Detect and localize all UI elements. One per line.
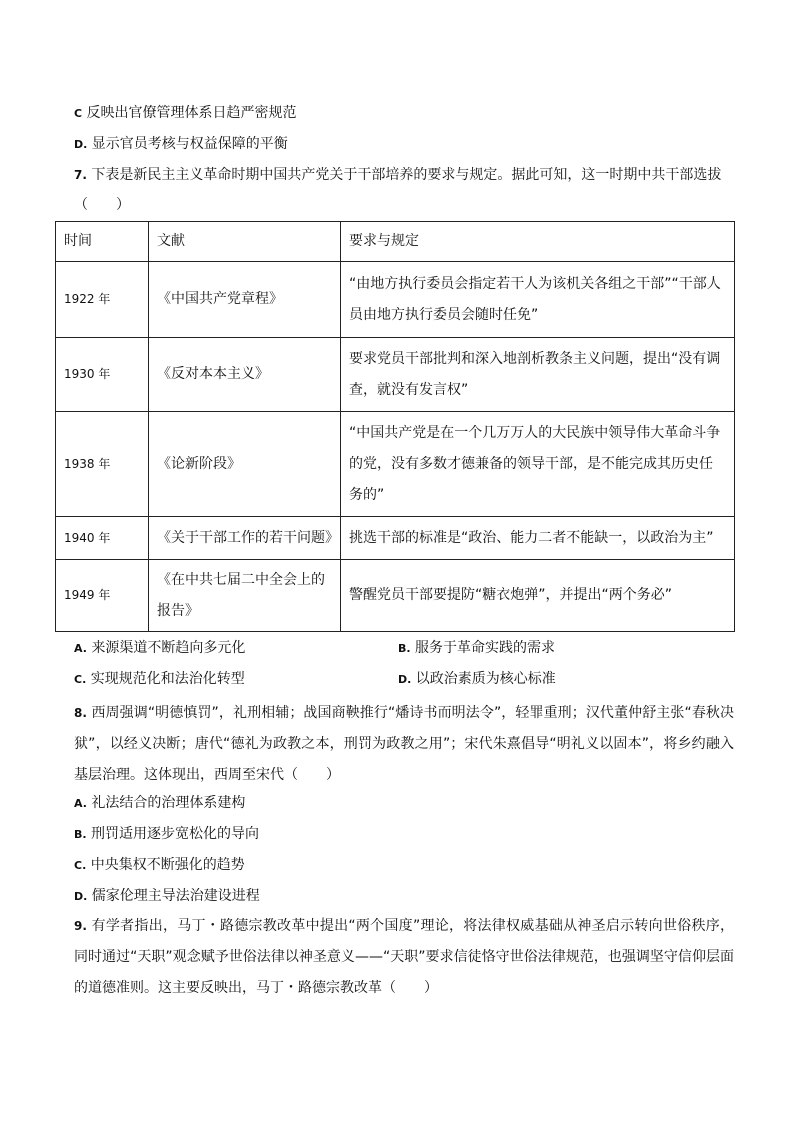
row-req: 要求党员干部批判和深入地剖析教条主义问题，提出“没有调查，就没有发言权” [341, 338, 735, 412]
q7-option-a[interactable]: A. 来源渠道不断趋向多元化 [74, 640, 246, 656]
q8-option-d[interactable]: D. 儒家伦理主导法治建设进程 [74, 888, 260, 904]
q7-option-d[interactable]: D. 以政治素质为核心标准 [398, 671, 556, 687]
q8-option-c[interactable]: C. 中央集权不断强化的趋势 [74, 857, 245, 873]
row-doc: 《反对本本主义》 [149, 338, 341, 412]
row-time: 1938 年 [56, 412, 149, 517]
row-req: 警醒党员干部要提防“糖衣炮弹”，并提出“两个务必” [341, 560, 735, 632]
row-req: “由地方执行委员会指定若干人为该机关各组之干部”“干部人员由地方执行委员会随时任免” [341, 262, 735, 338]
row-time: 1930 年 [56, 338, 149, 412]
row-time: 1949 年 [56, 560, 149, 632]
row-time: 1922 年 [56, 262, 149, 338]
q7-table [55, 221, 735, 632]
row-req: “中国共产党是在一个几万万人的大民族中领导伟大革命斗争的党，没有多数才德兼备的领导干部，是不能完成其历史任务的” [341, 412, 735, 517]
table-row [56, 412, 735, 517]
q7-option-b[interactable]: B. 服务于革命实践的需求 [398, 640, 556, 656]
header-doc: 文献 [149, 222, 341, 262]
row-doc: 《中国共产党章程》 [149, 262, 341, 338]
row-doc: 《论新阶段》 [149, 412, 341, 517]
q7-stem-line1: 7. 下表是新民主主义革命时期中国共产党关于干部培养的要求与规定。据此可知，这一时期中共干部选拔 [74, 167, 722, 183]
row-doc: 《关于干部工作的若干问题》 [149, 517, 341, 560]
table-row [56, 338, 735, 412]
q7-stem-line2: （ ） [74, 197, 130, 213]
row-req: 挑选干部的标准是“政治、能力二者不能缺一，以政治为主” [341, 517, 735, 560]
table-header-row [56, 222, 735, 262]
q9-stem: 9. 有学者指出，马丁・路德宗教改革中提出“两个国度”理论，将法律权威基础从神圣启示转向世俗秩序，同时通过“天职”观念赋予世俗法律以神圣意义——“天职”要求信徒恪守世俗法律规范，也强调坚守信仰层面的道德准则。这主要反映出，马丁・路德宗教改革（ ） [74, 918, 734, 996]
prev-option-d: D. 显示官员考核与权益保障的平衡 [74, 136, 288, 152]
header-time: 时间 [56, 222, 149, 262]
header-req: 要求与规定 [341, 222, 735, 262]
table-row [56, 262, 735, 338]
prev-option-c: C 反映出官僚管理体系日趋严密规范 [74, 105, 297, 121]
q8-option-b[interactable]: B. 刑罚适用逐步宽松化的导向 [74, 826, 260, 842]
q8-stem: 8. 西周强调“明德慎罚”，礼刑相辅；战国商鞅推行“燔诗书而明法令”，轻罪重刑；汉代董仲舒主张“春秋决狱”，以经义决断；唐代“德礼为政教之本，刑罚为政教之用”；宋代朱熹倡导“明礼义以固本”，将乡约融入基层治理。这体现出，西周至宋代（ ） [74, 705, 734, 783]
row-time: 1940 年 [56, 517, 149, 560]
q8-option-a[interactable]: A. 礼法结合的治理体系建构 [74, 795, 246, 811]
q7-option-c[interactable]: C. 实现规范化和法治化转型 [74, 671, 245, 687]
table-row [56, 517, 735, 560]
table-row [56, 560, 735, 632]
row-doc: 《在中共七届二中全会上的报告》 [149, 560, 341, 632]
